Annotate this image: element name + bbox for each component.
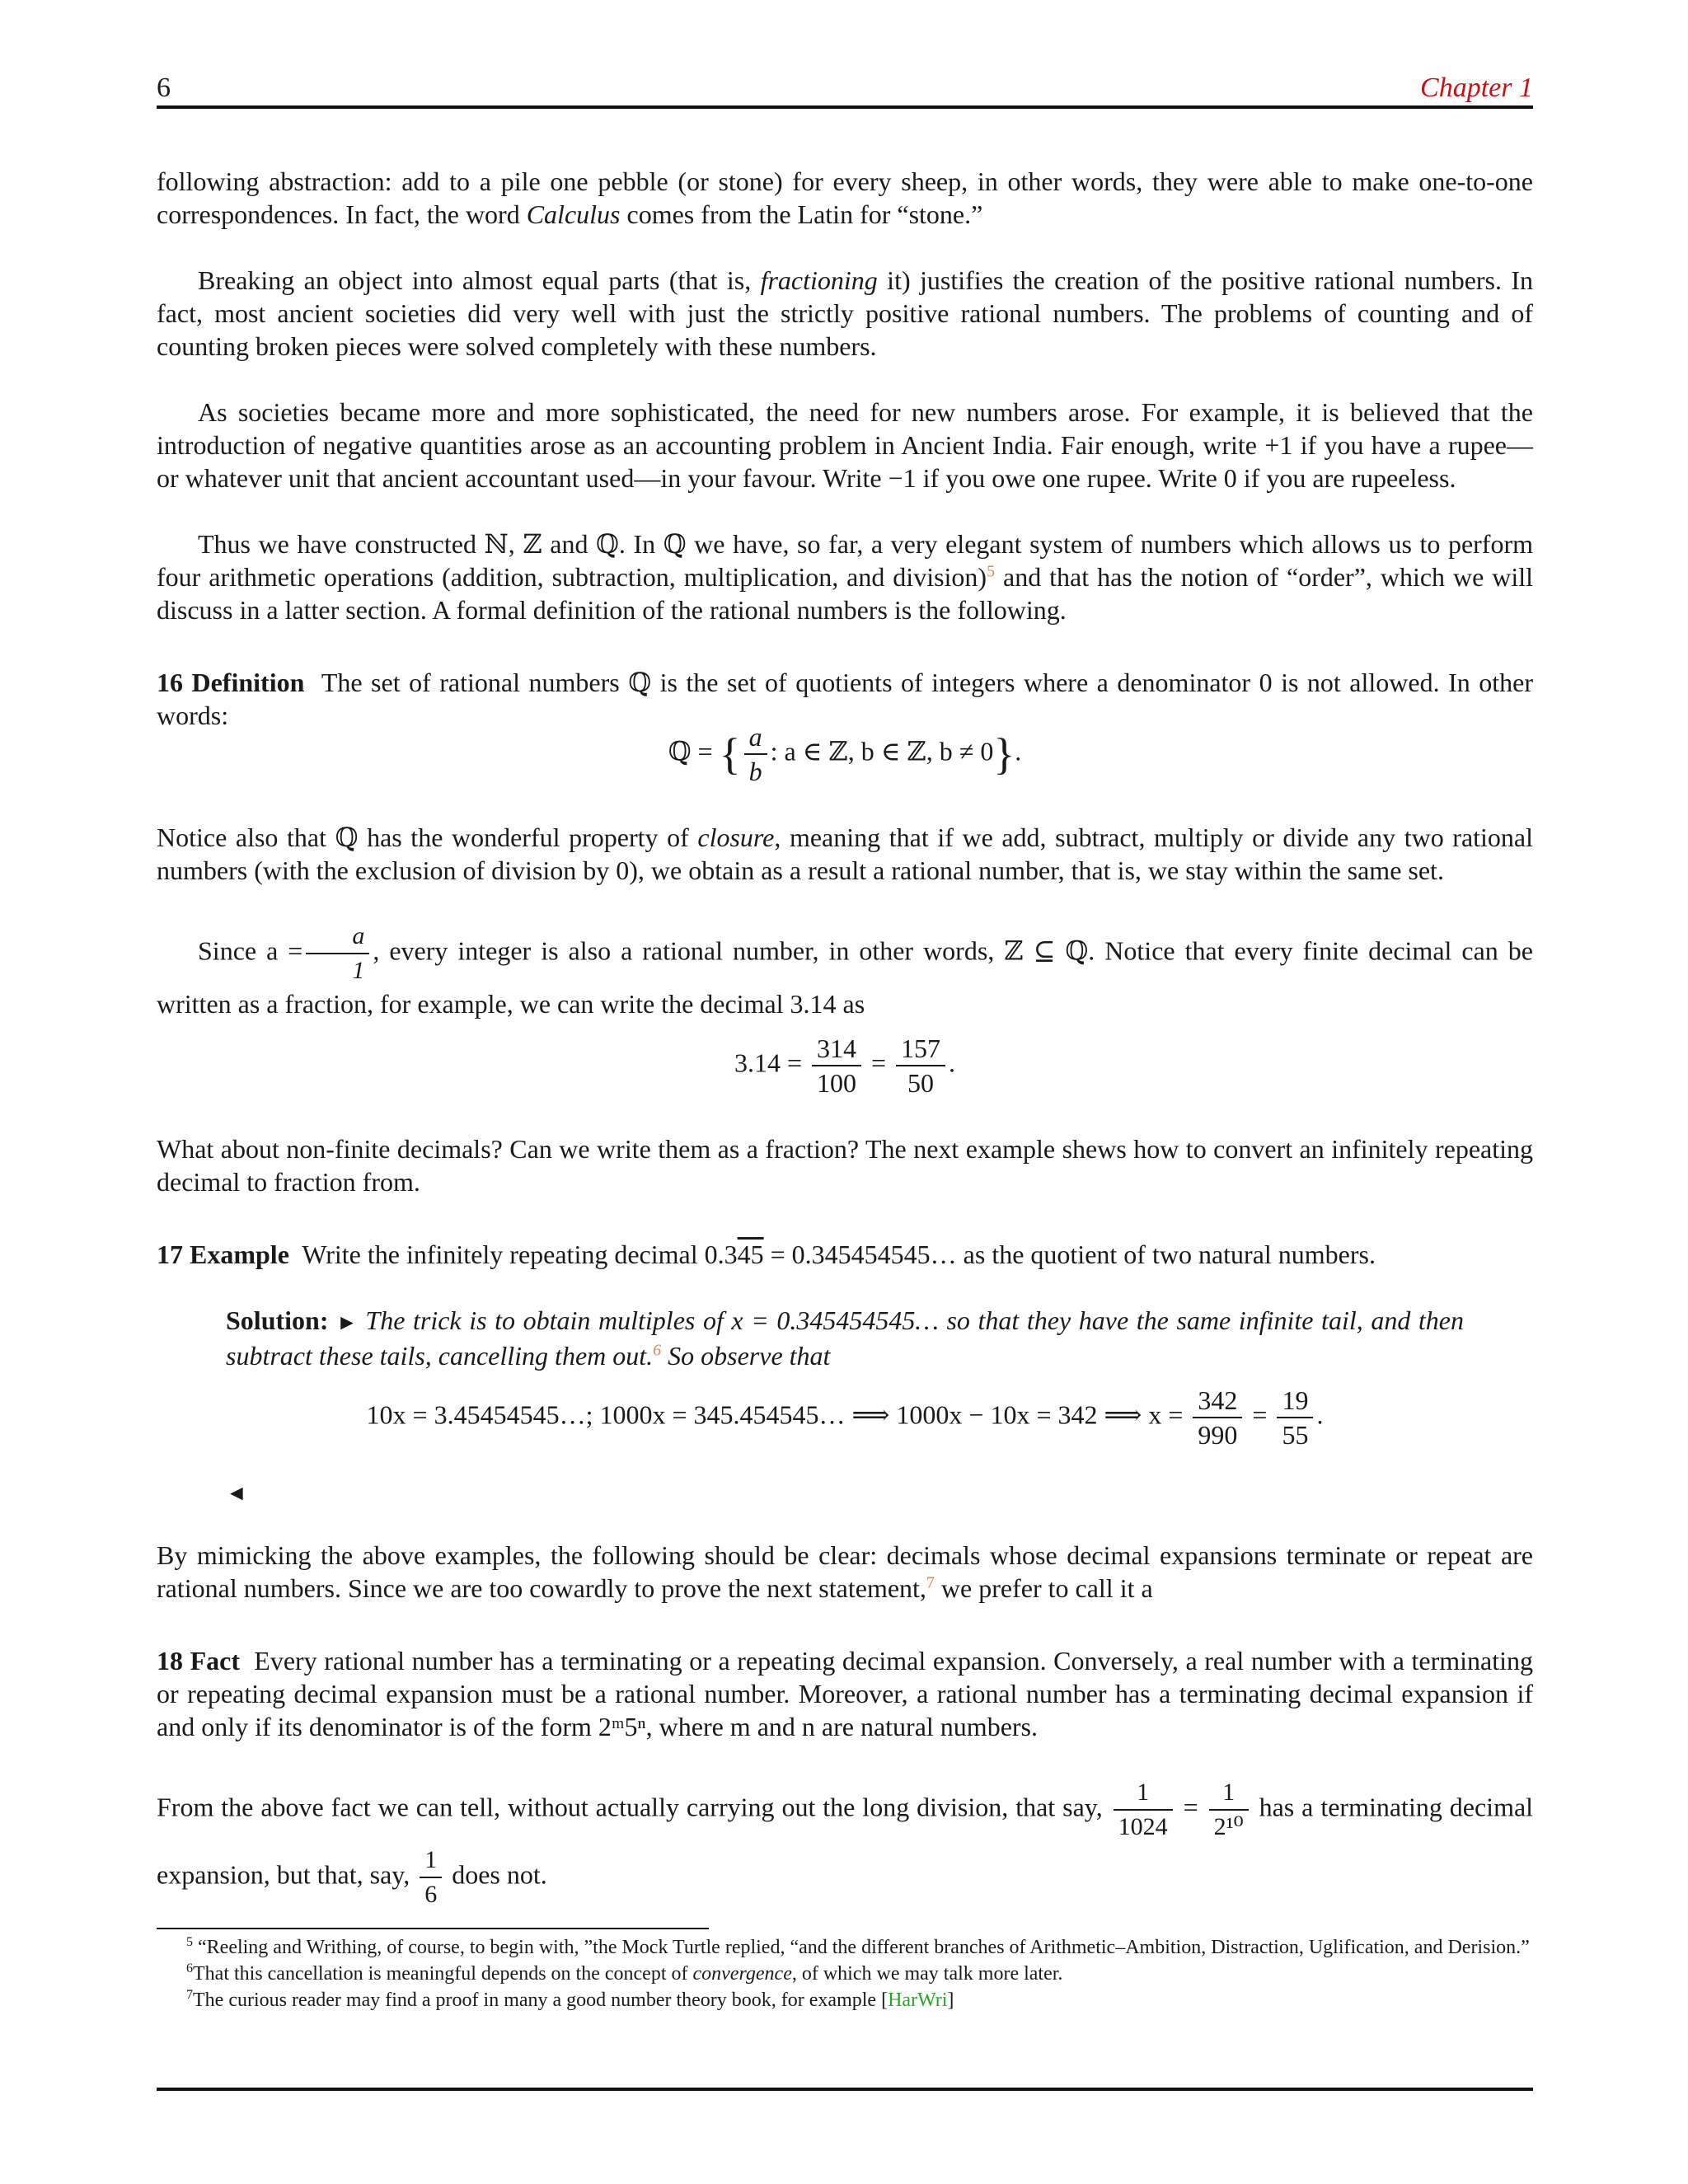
example-17: 17 Example Write the infinitely repeating decimal 0.345 = 0.345454545… as the quotient of two natural numbers. (157, 1240, 1376, 1269)
page-number: 6 (157, 73, 171, 103)
paragraph-mimic: By mimicking the above examples, the following should be clear: decimals whose decimal expansions terminate or repeat are rational numbers. Since we are too cowardly to prove the next statement,$^7$ we prefer to call it a (157, 1540, 1533, 1603)
footnote-ref-6[interactable]: 6 (653, 1341, 662, 1360)
solution-equation: 10x = 3.45454545…; 1000x = 345.454545… ⟹ 1000x − 10x = 342 ⟹ x = $\frac{342}{990}$ = $\frac{19}{55}$ . (366, 1385, 1324, 1450)
footnote-rule (157, 1928, 709, 1929)
fact-18: 18 Fact Every rational number has a terminating or a repeating decimal expansion. Conversely, a real number with a terminating or repeating decimal expansion must be a rational number. Moreover, a rational number has a terminating decimal expansion if and only if its denominator is of the form 2ᵐ5ⁿ, where m and n are natural numbers. (157, 1646, 1534, 1741)
paragraph-fractioning: Breaking an object into almost equal parts (that is, fractioning it) justifies the creation of the positive rational numbers. In fact, most ancient societies did very well with just the strictly positive rational numbers. The problems of counting and of counting broken pieces were solved completely with these numbers. (157, 265, 1534, 361)
paragraph-pebbles: following abstraction: add to a pile one pebble (or stone) for every sheep, in other words, they were able to make one-to-one correspondences. In fact, the word Calculus comes from the Latin for “stone.” (157, 166, 1533, 229)
solution-start-icon: ► (336, 1310, 358, 1334)
chapter-title[interactable]: Chapter 1 (1420, 73, 1533, 103)
footer-rule (157, 2088, 1533, 2091)
paragraph-closure: Notice also that ℚ has the wonderful property of closure, meaning that if we add, subtract, multiply or divide any two rational numbers (with the exclusion of division by 0), we obtain as a result a rational number, that is, we stay within the same set. (157, 823, 1534, 885)
paragraph-conclusion: From the above fact we can tell, without actually carrying out the long division, that say, $\frac{1}{1024}$ = $\frac{1}{\text{2¹⁰}}$ has a terminating decimal expansion, but that, say, $\frac{1}{6}$ does not. (157, 1776, 1533, 1911)
solution-label: Solution: (226, 1305, 329, 1335)
example-label: 17 Example (157, 1240, 289, 1269)
page (157, 66, 1533, 2013)
header-rule (157, 105, 1533, 109)
solution-block: Solution: ► The trick is to obtain multiples of x = 0.345454545… so that they have the same infinite tail, and then subtract these tails, cancelling them out.$^6$ So observe that (226, 1305, 1465, 1371)
definition-16: 16 Definition The set of rational numbers ℚ is the set of quotients of integers where a denominator 0 is not allowed. In other words: (157, 668, 1534, 730)
citation-link[interactable]: HarWri (888, 1990, 948, 2011)
footnote-7: $^7$The curious reader may find a proof in many a good number theory book, for example [HarWri] (186, 1988, 954, 2011)
footnote-ref-7[interactable]: 7 (926, 1573, 935, 1592)
footnote-ref-5[interactable]: 5 (987, 562, 996, 581)
solution-end-icon: ◄ (226, 1481, 247, 1505)
page-header (157, 66, 1533, 107)
decimal-equation: 3.14 = $\frac{314}{100}$ = $\frac{157}{50}$ . (734, 1033, 956, 1098)
footnote-6: $^6$That this cancellation is meaningful depends on the concept of convergence, of which we may talk more later. (186, 1961, 1063, 1985)
footnote-5: $^5$ “Reeling and Writhing, of course, to begin with, ”the Mock Turtle replied, “and the different branches of Arithmetic–Ambition, Distraction, Uglification, and Derision.” (186, 1935, 1530, 1958)
definition-equation: ℚ = { $\frac{a}{b}$ : a ∈ ℤ, b ∈ ℤ, b ≠ 0}. (668, 722, 1022, 786)
paragraph-negative-quantities: As societies became more and more sophisticated, the need for new numbers arose. For example, it is believed that the introduction of negative quantities arose as an accounting problem in Ancient India. Fair enough, write +1 if you have a rupee—or whatever unit that ancient accountant used—in your favour. Write −1 if you owe one rupee. Write 0 if you are rupeeless. (157, 397, 1533, 493)
paragraph-nonfinite: What about non-finite decimals? Can we write them as a fraction? The next example shews how to convert an infinitely repeating decimal to fraction from. (157, 1134, 1533, 1197)
paragraph-constructed-sets: Thus we have constructed ℕ, ℤ and ℚ. In ℚ we have, so far, a very elegant system of numbers which allows us to perform four arithmetic operations (addition, subtraction, multiplication, and division)$^5$ and that has the notion of “order”, which we will discuss in a latter section. A formal definition of the rational numbers is the following. (157, 529, 1534, 625)
fact-label: 18 Fact (157, 1646, 241, 1675)
definition-label: 16 Definition (157, 668, 305, 697)
paragraph-since: Since a = $\frac{a}{1}$ , every integer is also a rational number, in other words, ℤ ⊆ ℚ. Notice that every finite decimal can be written as a fraction, for example, we can write the decimal 3.14 as (157, 922, 1534, 1019)
